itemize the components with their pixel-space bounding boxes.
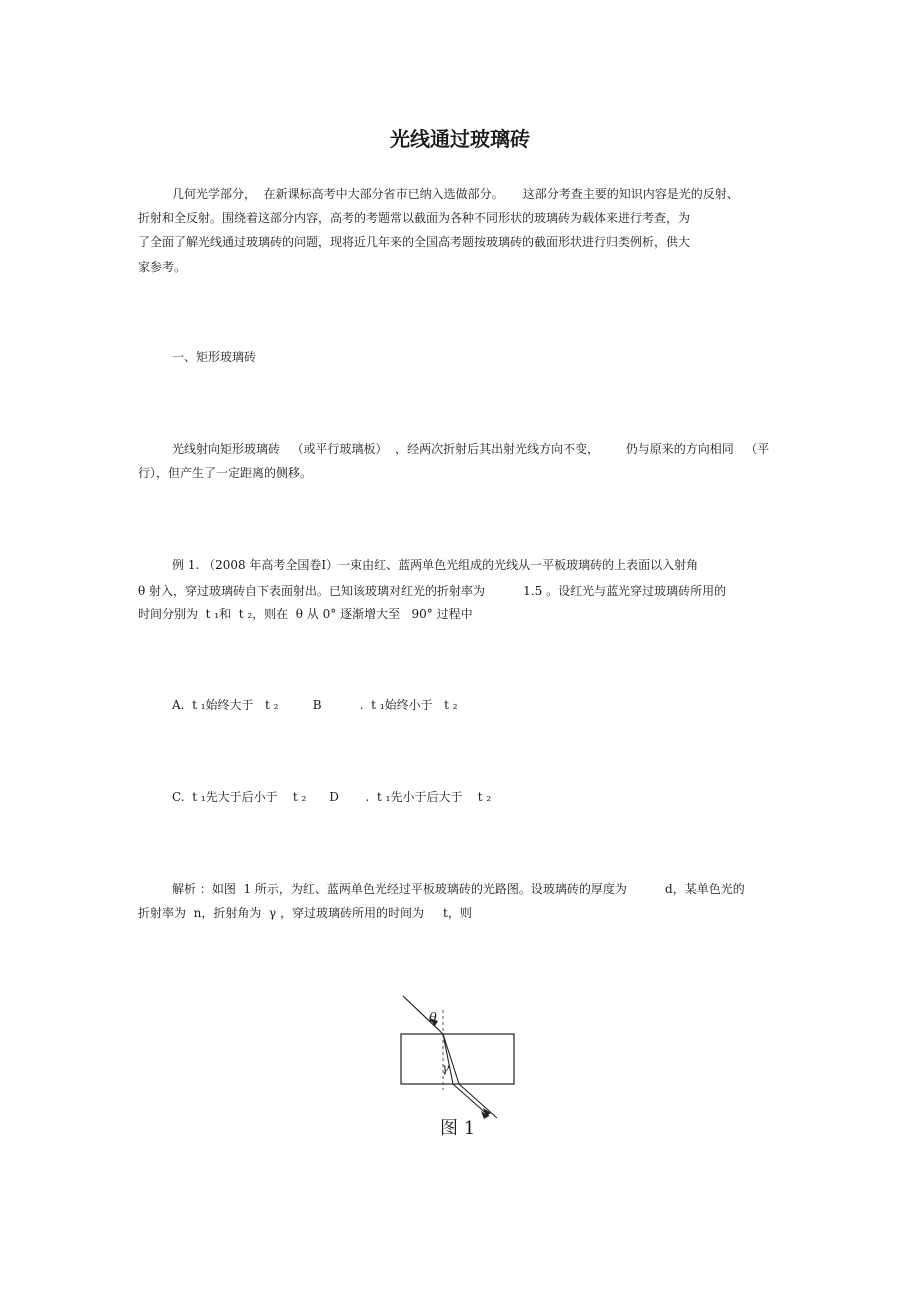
intro-line-3: 了全面了解光线通过玻璃砖的问题，现将近几年来的全国高考题按玻璃砖的截面形状进行归类例析，供大 [138,235,691,249]
glass-slab [401,1034,514,1084]
section-heading-rectangular: 一、矩形玻璃砖 [172,350,257,364]
example-line-3: 时间分别为 t ₁和 t ₂，则在 θ 从 0° 逐渐增大至 90° 过程中 [138,607,473,621]
exit-ray-blue [453,1084,489,1116]
options-a-b: A. t ₁始终大于 t ₂ B . t ₁始终小于 t ₂ [172,698,458,712]
example-line-1: 例 1. （2008 年高考全国卷Ⅰ）一束由红、蓝两单色光组成的光线从一平板玻璃砖的上表面以入射角 [172,558,699,572]
exit-ray-red [459,1084,497,1118]
analysis-line-1: 解析 ：如图 1 所示，为红、蓝两单色光经过平板玻璃砖的光路图。设玻璃砖的厚度为 d，某单色光的 [172,882,745,896]
gamma-label: γ [442,1061,450,1075]
example-line-2: θ 射入，穿过玻璃砖自下表面射出。已知该玻璃对红光的折射率为 1.5 。设红光与蓝光穿过玻璃砖所用的 [138,584,727,598]
rect-desc-line-2: 行），但产生了一定距离的侧移。 [138,466,313,480]
options-c-d: C. t ₁先大于后小于 t ₂ D . t ₁先小于后大于 t ₂ [172,790,492,804]
intro-line-1: 几何光学部分， 在新课标高考中大部分省市已纳入选做部分。 这部分考查主要的知识内容是光的反射、 [172,187,739,201]
incident-ray [403,996,443,1034]
rect-desc-line-1: 光线射向矩形玻璃砖 （或平行玻璃板） ，经两次折射后其出射光线方向不变， 仍与原来的方向相同 （平 [172,442,770,456]
analysis-line-2: 折射率为 n，折射角为 γ ，穿过玻璃砖所用的时间为 t，则 [138,906,472,920]
figure-caption: 图 1 [440,1118,476,1139]
theta-label: θ [429,1011,437,1026]
intro-line-4: 家参考。 [138,260,187,274]
document-title: 光线通过玻璃砖 [390,127,530,151]
intro-line-2: 折射和全反射。围绕着这部分内容，高考的考题常以截面为各种不同形状的玻璃砖为载体来进行考查，为 [138,211,691,225]
